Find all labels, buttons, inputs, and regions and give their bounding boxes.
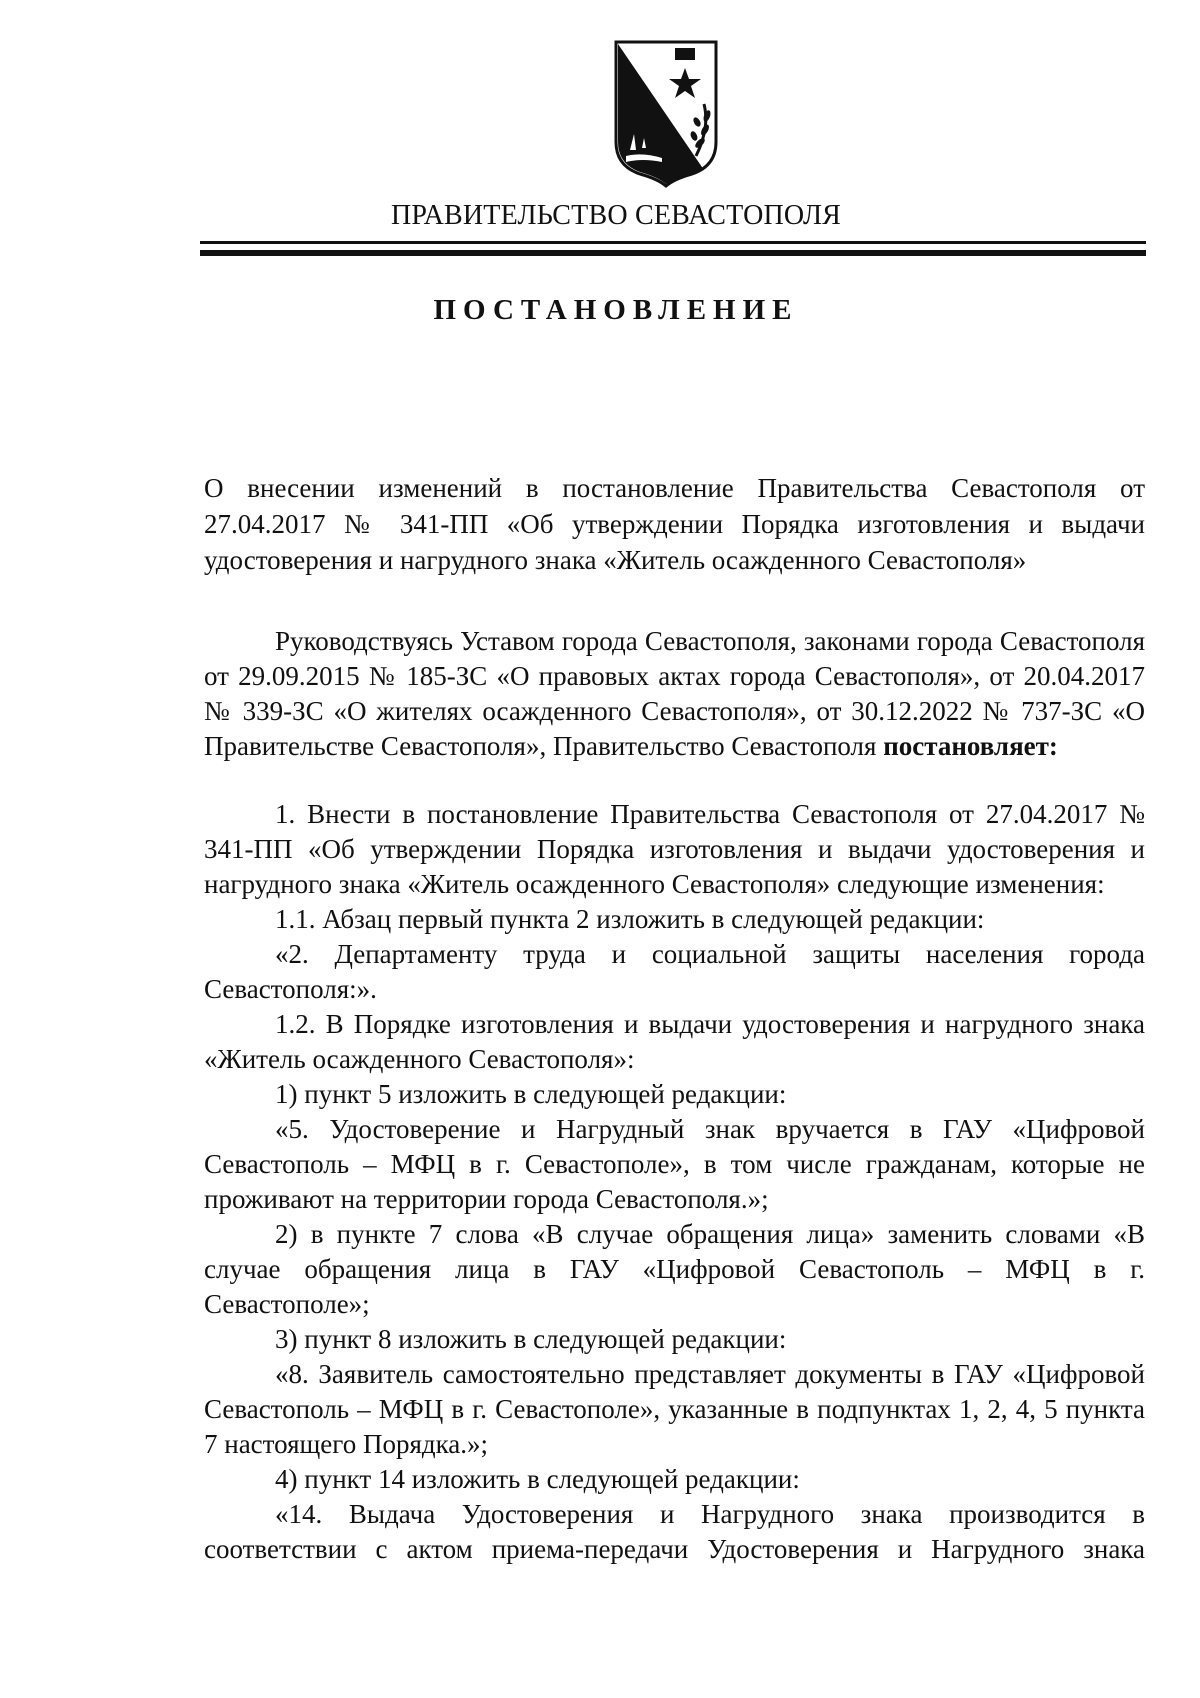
paragraph-quote-14: «14. Выдача Удостоверения и Нагрудного знака производится в соответствии с актом приема-передачи Удостоверения и Нагрудного знака	[204, 1499, 1145, 1564]
header-divider-thick	[200, 250, 1146, 256]
preamble	[204, 624, 1145, 764]
section-gap	[204, 764, 1145, 797]
paragraph-1-1: 1.1. Абзац первый пункта 2 изложить в следующей редакции:	[275, 904, 985, 934]
paragraph-quote-5: «5. Удостоверение и Нагрудный знак вручается в ГАУ «Цифровой Севастополь – МФЦ в г. Севастополе», в том числе гражданам, которые не проживают на территории города Севастополя.»;	[204, 1114, 1145, 1214]
preamble-resolves: постановляет:	[883, 731, 1058, 761]
subitem-2: 2) в пункте 7 слова «В случае обращения лица» заменить словами «В случае обращения лица в ГАУ «Цифровой Севастополь – МФЦ в г. Севастополе»;	[204, 1219, 1145, 1319]
paragraph-1: 1. Внести в постановление Правительства Севастополя от 27.04.2017 № 341-ПП «Об утверждении Порядка изготовления и выдачи удостоверения и нагрудного знака «Житель осажденного Севастополя» следующие изменения:	[204, 799, 1145, 899]
subitem-3: 3) пункт 8 изложить в следующей редакции:	[275, 1324, 787, 1354]
preamble-text: Руководствуясь Уставом города Севастополя, законами города Севастополя от 29.09.2015 № 185-ЗС «О правовых актах города Севастополя», от 20.04.2017 № 339-ЗС «О жителях осажденного Севастополя», от 30.12.2022 № 737-ЗС «О Правительстве Севастополя», Правительство Севастополя	[204, 626, 1145, 761]
subitem-4: 4) пункт 14 изложить в следующей редакции:	[275, 1464, 800, 1494]
paragraph-1-2: 1.2. В Порядке изготовления и выдачи удостоверения и нагрудного знака «Житель осажденного Севастополя»:	[204, 1009, 1145, 1074]
subitem-1: 1) пункт 5 изложить в следующей редакции:	[275, 1079, 787, 1109]
header-divider-thin	[200, 241, 1146, 244]
government-name: ПРАВИТЕЛЬСТВО СЕВАСТОПОЛЯ	[390, 200, 842, 231]
document-subject	[204, 470, 1145, 578]
subject-text: О внесении изменений в постановление Правительства Севастополя от 27.04.2017 № 341-ПП «Об утверждении Порядка изготовления и выдачи удостоверения и нагрудного знака «Житель осажденного Севастополя»	[204, 473, 1145, 575]
paragraph-quote-8: «8. Заявитель самостоятельно представляет документы в ГАУ «Цифровой Севастополь – МФЦ в г. Севастополе», указанные в подпунктах 1, 2, 4, 5 пункта 7 настоящего Порядка.»;	[204, 1359, 1145, 1459]
paragraph-quote-2: «2. Департаменту труда и социальной защиты населения города Севастополя:».	[204, 939, 1145, 1004]
document-type-title: ПОСТАНОВЛЕНИЕ	[433, 294, 799, 326]
document-body	[204, 624, 1145, 1567]
sevastopol-coat-of-arms-icon	[612, 38, 720, 188]
